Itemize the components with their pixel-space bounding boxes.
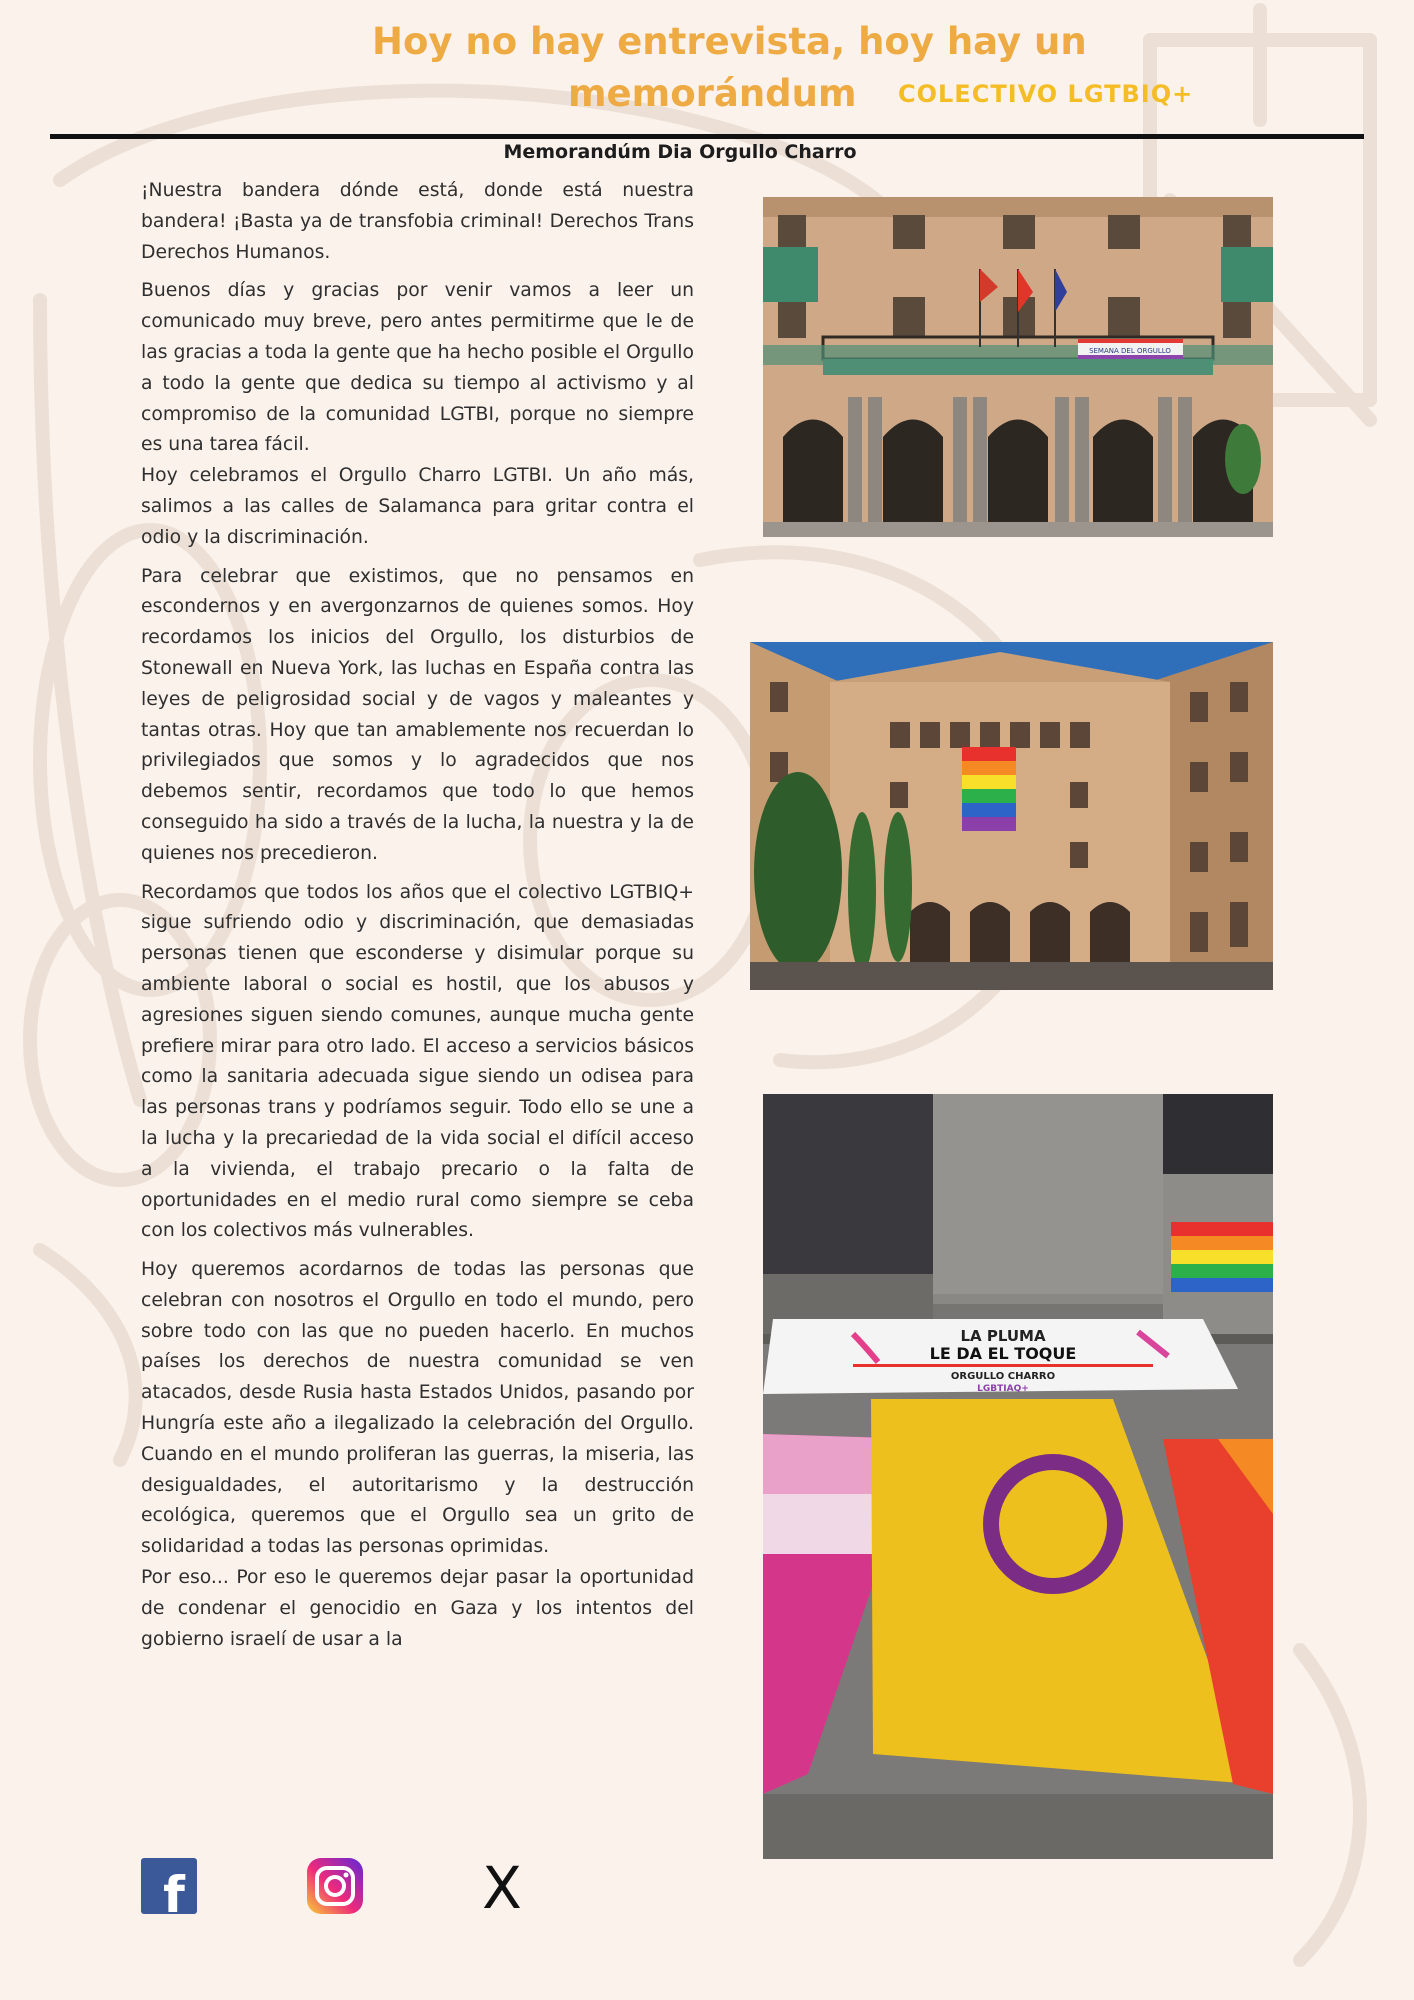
banner-text-line-3: ORGULLO CHARRO xyxy=(950,1371,1056,1382)
memo-paragraph: Para celebrar que existimos, que no pensamos en escondernos y en avergonzarnos de quienes somos. Hoy recordamos los inicios del Orgullo, los disturbios de Stonewall en Nueva York, las luchas en España contra las leyes de peligrosidad social y de vagos y maleantes y tantas otras. Hoy que tan amablemente nos recuerdan lo privilegiados que somos y lo agradecidos que nos debemos sentir, recordamos que todo lo que hemos conseguido ha sido a través de la lucha, la nuestra y la de quienes nos precedieron. xyxy=(141,565,694,864)
pride-flags-ground-photo xyxy=(763,1094,1273,1859)
x-logo-letter: X xyxy=(482,1858,522,1914)
header-divider xyxy=(50,134,1364,139)
memo-paragraph: Por eso... Por eso le queremos dejar pasar la oportunidad de condenar el genocidio en Gaza y los intentos del gobierno israelí de usar a la xyxy=(141,1567,694,1650)
memo-paragraph: Hoy celebramos el Orgullo Charro LGTBI. Un año más, salimos a las calles de Salamanca para gritar contra el odio y la discriminación. xyxy=(141,465,694,548)
page-title-line-1: Hoy no hay entrevista, hoy hay un xyxy=(372,20,1087,63)
memo-body xyxy=(141,176,694,1663)
instagram-icon[interactable] xyxy=(307,1858,363,1914)
banner-text-line-2: LE DA EL TOQUE xyxy=(929,1344,1077,1363)
banner-text-line-1: LA PLUMA xyxy=(960,1327,1046,1345)
banner-text-line-4: LGBTIAQ+ xyxy=(977,1384,1029,1394)
facade-banner-text: SEMANA DEL ORGULLO xyxy=(1089,347,1171,355)
facebook-logo-letter: f xyxy=(163,1866,185,1914)
memo-paragraph: Buenos días y gracias por venir vamos a leer un comunicado muy breve, pero antes permitirme que le de las gracias a toda la gente que ha hecho posible el Orgullo a todo la gente que dedica su tiempo al activismo y al compromiso de la comunidad LGTBI, porque no siempre es una tarea fácil. xyxy=(141,280,694,456)
facebook-icon[interactable] xyxy=(141,1858,197,1914)
memo-paragraph: Recordamos que todos los años que el colectivo LGTBIQ+ sigue sufriendo odio y discriminación, que demasiadas personas tienen que esconderse y disimular porque su ambiente laboral o social es hostil, que los abusos y agresiones siguen siendo comunes, aunque mucha gente prefiere mirar para otro lado. El acceso a servicios básicos como la sanitaria adecuada sigue siendo un odisea para las personas trans y podríamos seguir. Todo ello se une a la lucha y la precariedad de la vida social el difícil acceso a la vivienda, el trabajo precario o la falta de oportunidades en el medio rural como siempre se ceba con los colectivos más vulnerables. xyxy=(141,881,694,1242)
memo-paragraph: Hoy queremos acordarnos de todas las personas que celebran con nosotros el Orgullo en todo el mundo, pero sobre todo con las que no pueden hacerlo. En muchos países los derechos de nuestra comunidad se ven atacados, desde Rusia hasta Estados Unidos, pasando por Hungría este año a ilegalizado la celebración del Orgullo. Cuando en el mundo proliferan las guerras, la miseria, las desigualdades, el autoritarismo y la destrucción ecológica, queremos que el Orgullo sea un grito de solidaridad a todas las personas oprimidas. xyxy=(141,1259,694,1558)
page-title-line-2: memorándum xyxy=(568,72,857,115)
memo-heading: Memorandúm Dia Orgullo Charro xyxy=(503,141,857,163)
courtyard-rainbow-flag-photo xyxy=(750,642,1273,990)
collective-subtitle: COLECTIVO LGTBIQ+ xyxy=(898,80,1194,108)
town-hall-photo xyxy=(763,197,1273,537)
x-twitter-icon[interactable] xyxy=(474,1858,530,1914)
memo-paragraph: ¡Nuestra bandera dónde está, donde está nuestra bandera! ¡Basta ya de transfobia criminal! Derechos Trans Derechos Humanos. xyxy=(141,180,694,263)
